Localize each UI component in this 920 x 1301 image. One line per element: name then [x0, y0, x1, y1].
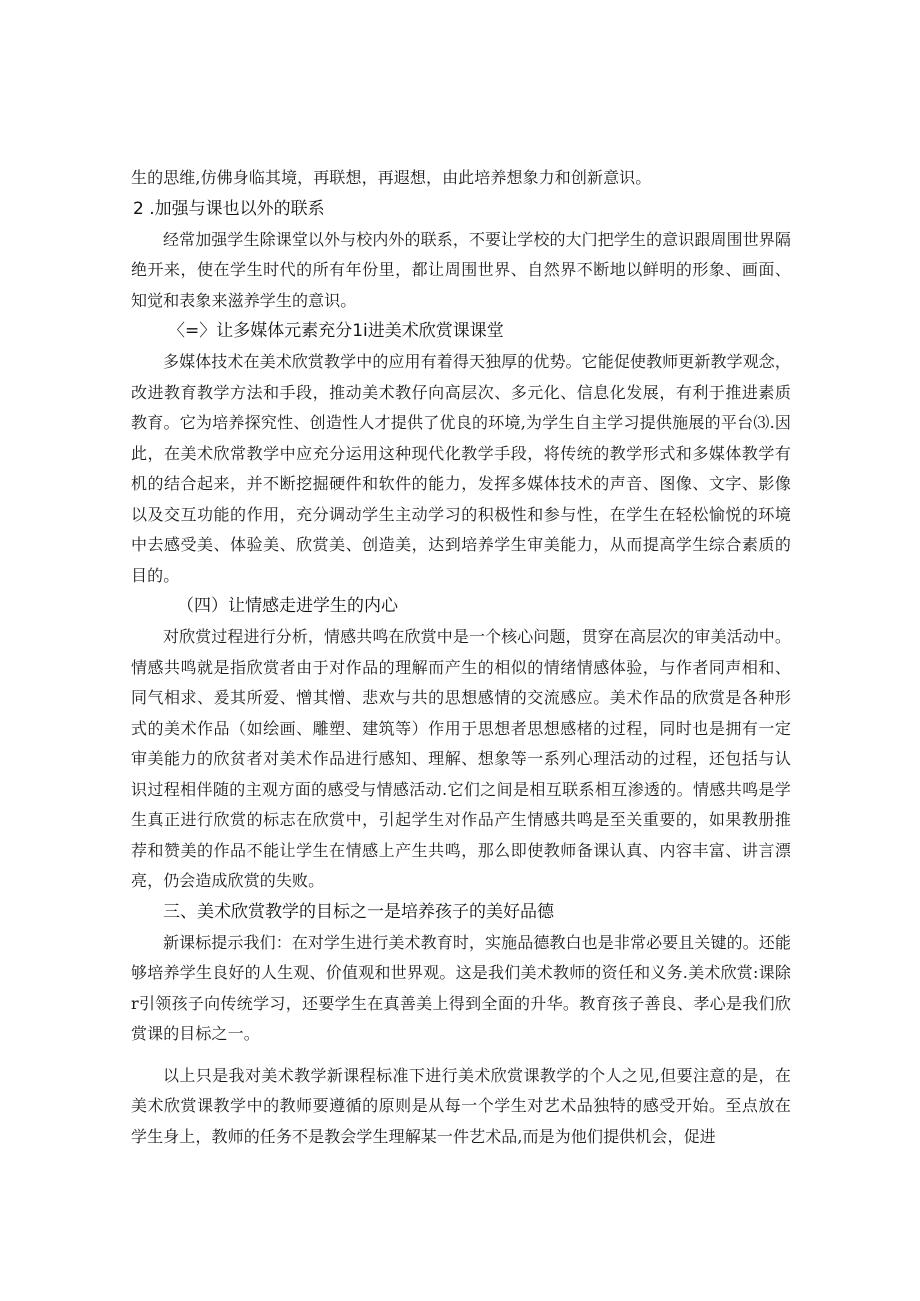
- paragraph-moral-education: 新课标提示我们：在对学生进行美术教育时，实施品德教白也是非常必要且关键的。还能够培养学生良好的人生观、价值观和世界观。这是我们美术教师的资任和义务.美术欣赏:课除r引领孩子向传统学习，还要学生在真善美上得到全面的升华。教育孩子善良、孝心是我们欣赏课的目标之一。: [131, 932, 791, 1043]
- section-heading-multimedia: 〈=〉让多媒体元素充分1i进美术欣赏课课堂: [168, 321, 504, 341]
- section-heading-2: 2 .加强与课也以外的联系: [133, 198, 325, 219]
- paragraph-outside-connection: 经常加强学生除课堂以外与校内外的联系，不要让学校的大门把学生的意识跟周围世界隔绝开来，使在学生时代的所有年份里，都让周围世界、自然界不断地以鲜明的形象、画面、知觉和表象来滋养学生的意识。: [131, 229, 791, 310]
- document-body: [131, 163, 791, 1152]
- paragraph-multimedia: 多媒体技术在美术欣赏教学中的应用有着得天独厚的优势。它能促使教师更新教学观念，改进教育教学方法和手段，推动美术教仔向高层次、多元化、信息化发展，有利于推进素质教育。它为培养探究性、创造性人才提供了优良的环境,为学生自主学习提供施展的平台⑶.因此，在美术欣常教学中应充分运用这种现代化教学手段，将传统的教学形式和多媒体教学有机的结合起来，并不断挖掘硬件和软件的能力，发挥多媒体技术的声音、图像、文字、影像以及交互功能的作用，充分调动学生主动学习的积极性和参与性，在学生在轻松愉悦的环境中去感受美、体验美、欣赏美、创造美，达到培养学生审美能力，从而提高学生综合素质的目的。: [131, 352, 791, 585]
- paragraph-continuation: 生的思维,仿佛身临其境，再联想，再遐想，由此培养想象力和创新意识。: [131, 168, 652, 187]
- paragraph-conclusion: 以上只是我对美术教学新课程标准下进行美术欣赏课教学的个人之见,但要注意的是，在美术欣赏课教学中的教师要遵循的原则是从每一个学生对艺术品独特的感受开始。至点放在学生身上，教师的任务不是教会学生理解某一件艺术品,而是为他们提供机会，促进: [131, 1065, 791, 1146]
- paragraph-gap: [131, 1050, 791, 1061]
- paragraph-emotion: 对欣赏过程进行分析，情感共鸣在欣赏中是一个核心问题，贯穿在高层次的审美活动中。情感共鸣就是指欣赏者由于对作品的理解而产生的相似的情绪情感体验，与作者同声相和、同气相求、爰其所爱、憎其憎、悲欢与共的思想感情的交流感应。美术作品的欣赏是各种形式的美术作品（如绘画、雕塑、建筑等）作用于思想者思想感楮的过程，同时也是拥有一定审美能力的欣贫者对美术作品进行感知、理解、想象等一系列心理活动的过程，还包括与认识过程相伴随的主观方面的感受与情感活动.它们之间是相互联系相互渗透的。情感共鸣是学生真正进行欣赏的标志在欣赏中，引起学生对作品产生情感共鸣是至关重要的，如果教册推荐和赞美的作品不能让学生在情感上产生共鸣，那么即使教师备课认真、内容丰富、讲言漂亮，仍会造成欣赏的失败。: [131, 627, 791, 890]
- section-heading-emotion: （四）让情感走进学生的内心: [177, 596, 398, 616]
- section-heading-three: 三、美术欣赏教学的目标之一是培养孩子的美好品德: [163, 901, 554, 922]
